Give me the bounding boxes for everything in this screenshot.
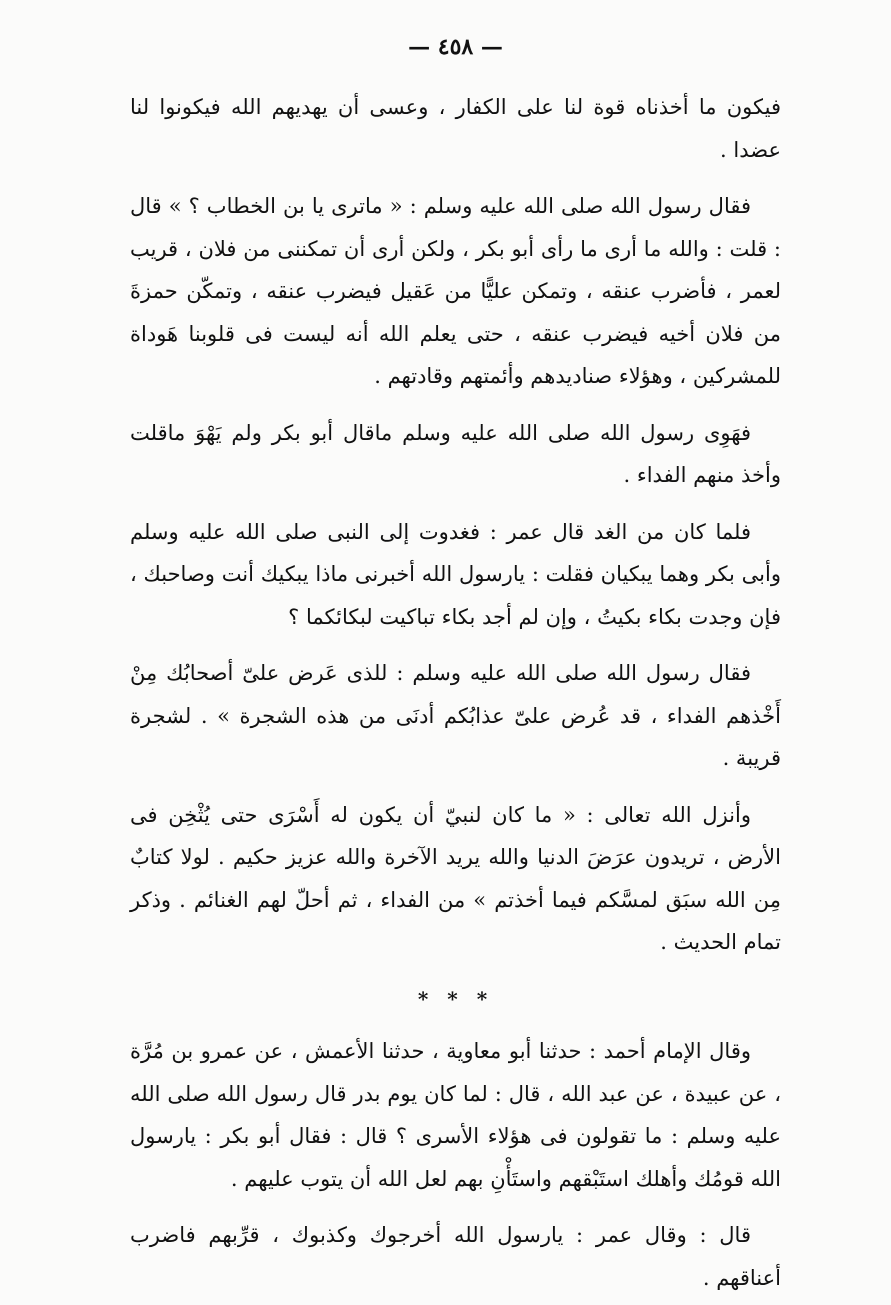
- paragraph-1: فيكون ما أخذناه قوة لنا على الكفار ، وعسى أن يهديهم الله فيكونوا لنا عضدا .: [130, 95, 781, 162]
- paragraph-6: وأنزل الله تعالى : « ما كان لنبيّ أن يكون له أَسْرَى حتى يُثْخِن فى الأرض ، تريدون عرَضَ الدنيا والله يريد الآخرة والله عزيز حكيم . لولا كتابٌ مِن الله سبَق لمسَّكم فيما أخذتم » من الفداء ، ثم أحلّ لهم الغنائم . وذكر تمام الحديث .: [130, 802, 781, 954]
- paragraph-2: فقال رسول الله صلى الله عليه وسلم : « ماترى يا بن الخطاب ؟ » قال : قلت : والله ما أرى ما رأى أبو بكر ، ولكن أرى أن تمكننى من فلان ، قريب لعمر ، فأضرب عنقه ، وتمكن عليًّا من عَقيل فيضرب عنقه ، وتمكّن حمزةَ من فلان أخيه فيضرب عنقه ، حتى يعلم الله أنه ليست فى قلوبنا هَوداة للمشركين ، وهؤلاء صناديدهم وأئمتهم وقادتهم .: [130, 194, 781, 388]
- page-number: — ٤٥٨ —: [408, 34, 503, 60]
- body-text: [130, 86, 781, 1299]
- paragraph-8: قال : وقال عمر : يارسول الله أخرجوك وكذبوك ، قرِّبهم فاضرب أعناقهم .: [130, 1223, 781, 1290]
- section-separator: * * *: [417, 986, 494, 1011]
- paragraph-4: فلما كان من الغد قال عمر : فغدوت إلى النبى صلى الله عليه وسلم وأبى بكر وهما يبكيان فقلت : يارسول الله أخبرنى ماذا يبكيك أنت وصاحبك ، فإن وجدت بكاء بكيتُ ، وإن لم أجد بكاء تباكيت لبكائكما ؟: [130, 519, 781, 629]
- paragraph-3: فهَوِى رسول الله صلى الله عليه وسلم ماقال أبو بكر ولم يَهْوَ ماقلت وأخذ منهم الفداء .: [130, 420, 781, 487]
- paragraph-7: وقال الإمام أحمد : حدثنا أبو معاوية ، حدثنا الأعمش ، عن عمرو بن مُرَّة ، عن عبيدة ، عن عبد الله ، قال : لما كان يوم بدر قال رسول الله صلى الله عليه وسلم : ما تقولون فى هؤلاء الأسرى ؟ قال : فقال أبو بكر : يارسول الله قومُك وأهلك استَبْقهم واستَأْنِ بهم لعل الله أن يتوب عليهم .: [130, 1039, 781, 1191]
- paragraph-5: فقال رسول الله صلى الله عليه وسلم : للذى عَرض علىّ أصحابُك مِنْ أَخْذهم الفداء ، قد عُرض علىّ عذابُكم أدنَى من هذه الشجرة » . لشجرة قريبة .: [130, 661, 781, 770]
